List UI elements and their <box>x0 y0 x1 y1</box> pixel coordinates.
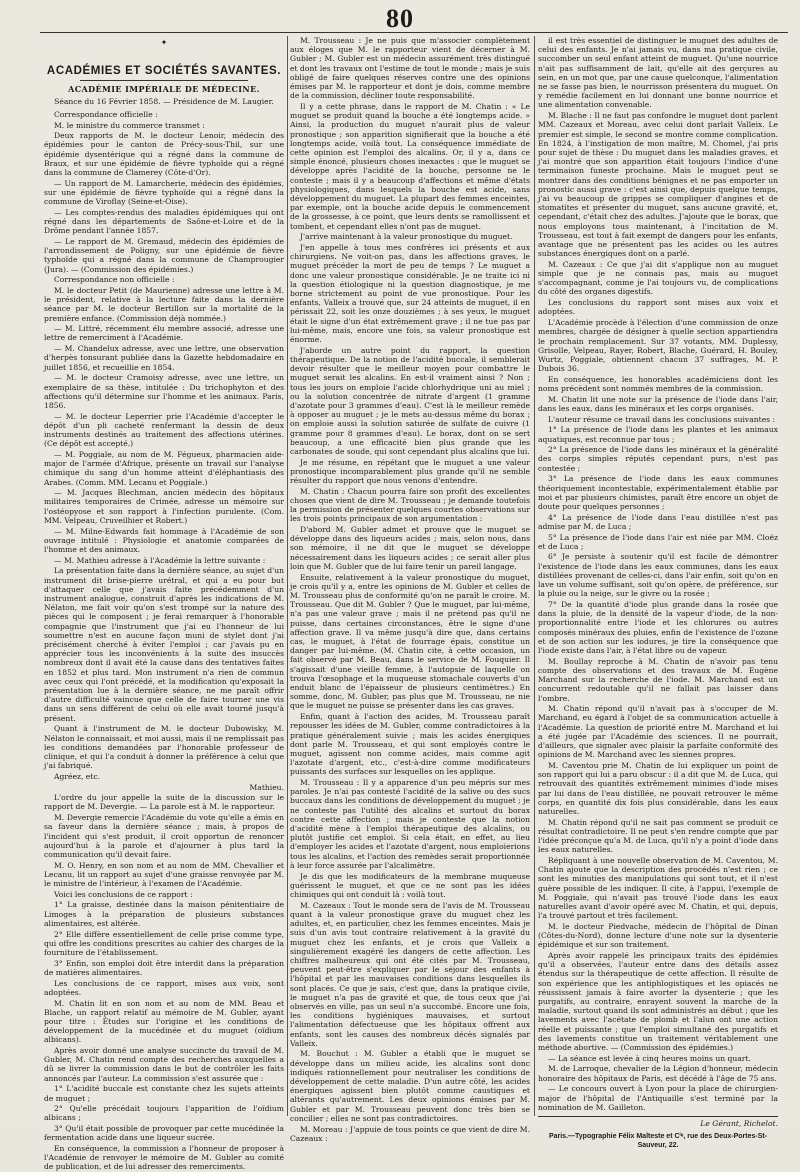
paragraph: Ensuite, relativement à la valeur pronostique du muguet, je crois qu'il y a, entre les opinions de M. Gubler et celles de M. Trousseau plus de conformité qu'on ne paraît le croire. M. Trousseau. Que dit M. Gubler ? Que le muguet, par lui-même, n'a pas une valeur grave ; mais il ne prétend pas qu'il ne puisse, dans certaines circonstances, être le signe d'une affection grave. Il va même jusqu'à dire que, dans certains cas, le muguet, à l'état de fourrage épais, constitue un danger par lui-même. (M. Chatin cite, à cette occasion, un fait observé par M. Beau, dans le service de M. Fouquier. Il s'agissait d'une vieille femme, à l'autopsie de laquelle on trouva l'œsophage et la muqueuse stomachale couverts d'un enduit blanc de l'épaisseur de plusieurs centimètres.) En somme, donc, M. Gubler, pas plus que M. Trousseau, ne nie que le muguet ne puisse se présenter dans les cas graves. <box>290 572 530 711</box>
paragraph: 2° Qu'elle précédait toujours l'apparition de l'oïdium albicans ; <box>44 1104 284 1123</box>
section-title: ACADÉMIES ET SOCIÉTÉS SAVANTES. <box>46 65 282 78</box>
gerant-line: Le Gérant, Richelot. <box>700 1118 778 1128</box>
paragraph: — Le rapport de M. Gremaud, médecin des épidémies de l'arrondissement de Poligny, sur une épidémie de fièvre typhoïde qui a régné dans la commune de Champrougier (Jura). — (Commission des épidémies.) <box>44 236 284 274</box>
column-3 <box>538 36 778 1150</box>
paragraph: il est très essentiel de distinguer le muguet des adultes de celui des enfants. Je n'ai jamais vu, dans ma pratique civile, succomber un seul enfant atteint de muguet. Qu'une nourrice n'ait pas suffisamment de lait, qu'elle ait des gerçures au sein, en un mot que, par une cause quelconque, l'alimentation ne se fasse pas bien, le nourrisson présentera du muguet. On y remédie facilement en lui donnant une bonne nourrice et une alimentation convenable. <box>538 36 778 110</box>
paragraph: M. Cazeaux : Ce que j'ai dit s'applique non au muguet simple que je ne connais pas, mais au muguet s'accompagnant, comme je l'ai toujours vu, de complications du côté des organes digestifs. <box>538 259 778 297</box>
paragraph: M. Caventou prie M. Chatin de lui expliquer un point de son rapport qui lui a paru obscur : il a dit que M. de Luca, qui retrouvait des quantités extrêmement minimes d'iode mises par lui dans de l'eau distillée, ne pouvait retrouver le même corps, en quantité dix fois plus considérable, dans les eaux naturelles. <box>538 760 778 816</box>
signature: Mathieu. <box>249 782 284 792</box>
column-1-tail <box>44 793 284 1171</box>
paragraph: L'Académie procède à l'élection d'une commission de onze membres, chargée de désigner à quelle section appartiendra le prochain remplacement. Sur 37 votants, MM. Duplessy, Grisolle, Velpeau, Rayer, Robert, Blache, Guérard, H. Bouley, Wurtz, Poggiale, obtiennent chacun 37 suffrages, M. P. Dubois 36. <box>538 318 778 374</box>
paragraph: Agréez, etc. <box>54 771 101 781</box>
paragraph: M. Moreau : J'appuie de tous points ce que vient de dire M. Cazeaux : <box>290 1124 530 1143</box>
paragraph: — M. Littré, récemment élu membre associé, adresse une lettre de remerciment à l'Académie. <box>44 324 284 343</box>
paragraph: La présentation faite dans la dernière séance, au sujet d'un instrument dit brise-pierre urétral, et qui a eu pour but d'attaquer celle que j'avais faite précédemment d'un instrument analogue, construit d'après les indications de M. Nélaton, me fait voir qu'on s'est trompé sur la nature des pièces qui le composent ; je ferai remarquer à l'honorable compagnie que l'instrument que j'ai eu l'honneur de lui soumettre n'est en aucune façon muni de stylet dont j'ai précisément cherché à éviter l'emploi ; car j'avais pu en apprécier tous les inconvénients à la suite des insuccès nombreux dont il avait été la cause dans des tentatives faites en 1852 et plus tard. Mon instrument n'a rien de commun avec ceux qui l'ont précédé, et la modification qu'exposait la présentation lue à la dernière séance, ne me paraît offrir d'autre difficulté vaincue que celle de faire tourner une vis dans un sens différent de celui où elle avait tourné jusqu'à présent. <box>44 566 284 723</box>
paragraph: — M. Jacques Blechman, ancien médecin des hôpitaux militaires temporaires de Crimée, adresse un mémoire sur l'ostéopyose et son rapport à l'infection purulente. (Com. MM. Velpeau, Cruveilhier et Robert.) <box>44 488 284 525</box>
session-line: Séance du 16 Février 1858. — Présidence de M. Laugier. <box>54 96 274 106</box>
paragraph: M. Trousseau : Je ne puis que m'associer complètement aux éloges que M. le rapporteur vient de décerner à M. Gubler ; M. Gubler est un médecin assurément très distingué et dont les travaux ont l'estime de tout le monde ; mais je suis obligé de faire quelques réserves contre une des opinions émises par M. le rapporteur et dont je dois, comme membre de la commission, décliner toute responsabilité. <box>290 36 530 101</box>
academy-title: ACADÉMIE IMPÉRIALE DE MÉDECINE. <box>68 84 260 95</box>
paragraph: M. O. Henry, en son nom et au nom de MM. Chevallier et Lecanu, lit un rapport au sujet d'une graisse renvoyée par M. le ministre de l'intérieur, à l'examen de l'Académie. <box>44 860 284 889</box>
paragraph: M. le docteur Piedvache, médecin de l'hôpital de Dinan (Côtes-du-Nord), donne lecture d'une note sur la dysenterie épidémique et sur son traitement. <box>538 921 778 950</box>
paragraph: Après avoir donné une analyse succincte du travail de M. Gubler, M. Chatin rend compte des recherches auxquelles a dû se livrer la commission dans le but de contrôler les faits annoncés par l'auteur. La commission s'est assurée que : <box>44 1046 284 1083</box>
paragraph: 2° Elle diffère essentiellement de celle prise comme type, qui offre les conditions prescrites au cahier des charges de la fourniture de l'établissement. <box>44 929 284 957</box>
paragraph: M. Chatin lit en son nom et au nom de MM. Beau et Blache, un rapport relatif au mémoire de M. Gubler, ayant pour titre : Études sur l'origine et les conditions de développement de la mucédinée et du muguet (oïdium albicans). <box>44 998 284 1045</box>
paragraph: M. Bouchut : M. Gubler a établi que le muguet se développe dans un milieu acide, les alcalins sont donc indiqués rationnellement pour neutraliser les conditions de développement de cette maladie. D'un autre côté, les acides énergiques agissent bien plutôt comme caustiques et altérants qu'autrement. Les deux opinions émises par M. Gubler et par M. Trousseau peuvent donc très bien se concilier ; elles ne sont pas contradictoires. <box>290 1049 530 1123</box>
title-rule <box>80 80 248 81</box>
paragraph: Voici les conclusions de ce rapport : <box>54 889 193 899</box>
paragraph: 1° La présence de l'iode dans les plantes et les animaux aquatiques, est reconnue par tous ; <box>538 425 778 444</box>
end-rule <box>538 1116 778 1117</box>
paragraph: 2° La présence de l'iode dans les minéraux et la généralité des corps simples réputés cependant purs, n'est pas contestée ; <box>538 445 778 473</box>
paragraph: — M. Poggiale, au nom de M. Fégueux, pharmacien aide-major de l'armée d'Afrique, présente un travail sur l'analyse chimique du sang d'un homme atteint d'éléphantiasis des Arabes. (Comm. MM. Lecanu et Poggiale.) <box>44 449 284 487</box>
paragraph: M. Chatin : Chacun pourra faire son profit des excellentes choses que vient de dire M. Trousseau ; je demande toutefois la permission de présenter quelques courtes observations sur les trois points principaux de son argumentation : <box>290 486 530 524</box>
paragraph: M. Blache : Il ne faut pas confondre le muguet dont parlent MM. Cazeaux et Moreau, avec celui dont parlait Valleix. Le premier est simple, le second se montre comme complication. En 1824, à l'instigation de mon maître, M. Chomel, j'ai pris pour sujet de thèse : Du muguet dans les maladies graves, et j'ai montré que son apparition était toujours l'indice d'une terminaison funeste prochaine. Mais le muguet peut se montrer dans des conditions bénignes et ne pas emporter un pronostic aussi grave : c'est ainsi que, depuis quelque temps, j'ai vu beaucoup de grippes se compliquer d'angines et de stomatites et présenter du muguet, sans aucune gravité, et, cependant, c'était chez des adultes. J'ajoute que le borax, que nous employons tous maintenant, à l'incitation de M. Trousseau, est tout à fait exempt de dangers pour les enfants, avantage que ne présentent pas les acides ou les autres substances énergiques dont on a parlé. <box>538 111 778 259</box>
paragraph: M. Boullay reproche à M. Chatin de n'avoir pas tenu compte des observations et des travaux de M. Eugène Marchand sur la recherche de l'iode. M. Marchand est un concurrent redoutable qu'il ne fallait pas laisser dans l'ombre. <box>538 656 778 703</box>
paragraph: — M. le docteur Leperrier prie l'Académie d'accepter le dépôt d'un pli cacheté renfermant la dessin de deux instruments destinés au traitement des affections utérines. (Ce dépôt est accepté.) <box>44 411 284 449</box>
paragraph: Je me résume, en répétant que le muguet a une valeur pronostique incomparablement plus grande qu'il ne semble résulter du rapport que nous venons d'entendre. <box>290 457 530 486</box>
paragraph: M. Devergie remercie l'Académie du vote qu'elle a émis en sa faveur dans la dernière séance ; mais, à propos de l'incident qui s'est produit, il croit opportun de renoncer aujourd'hui à la parole et d'ajourner à plus tard la communication qu'il devait faire. <box>44 813 284 859</box>
printer-line: Paris.—Typographie Félix Malteste et Cⁱᵉ, rue des Deux-Portes-St-Sauveur, 22. <box>548 1133 768 1150</box>
paragraph: J'en appelle à tous mes confrères ici présents et aux chirurgiens. Ne voit-on pas, dans les affections graves, le muguet précéder la mort de peu de temps ? Le muguet a donc une valeur pronostique considérable. Je ne traite ici ni la question étiologique ni la question diagnostique, je me borne strictement au point de vue pronostique. Pour les enfants, Valleix a trouvé que, sur 24 atteints de muguet, il en périssait 22, soit les onze douzièmes ; à ses yeux, le muguet était le signe d'un état extrêmement grave ; il ne tue pas par lui-même, mais, encore une fois, sa valeur pronostique est énorme. <box>290 242 530 344</box>
paragraph: J'arrive maintenant à la valeur pronostique du muguet. <box>300 232 513 242</box>
paragraph: 3° La présence de l'iode dans les eaux communes théoriquement incontestable, expérimentalement établie par moi et par plusieurs chimistes, paraît être encore un objet de doute pour quelques personnes ; <box>538 474 778 511</box>
paragraph: D'abord M. Gubler admet et prouve que le muguet se développe dans des liqueurs acides ; mais, selon nous, dans son mémoire, il ne dit que le muguet se développe nécessairement dans les liqueurs acides ; ce serait aller plus loin que M. Gubler que de lui faire tenir un pareil langage. <box>290 525 530 571</box>
paragraph: Je dis que les modificateurs de la membrane muqueuse guérissent le muguet, et que ce ne sont pas les idées chimiques qui ont conduit là : voilà tout. <box>290 871 530 899</box>
paragraph: — M. Milne-Edwards fait hommage à l'Académie de son ouvrage intitulé : Physiologie et anatomie comparées de l'homme et des animaux. <box>44 526 284 554</box>
paragraph: 1° La graisse, destinée dans la maison pénitentiaire de Limoges à la préparation de plusieurs substances alimentaires, est altérée. <box>44 900 284 928</box>
paragraph: 6° Je persiste à soutenir qu'il est facile de démontrer l'existence de l'iode dans les eaux communes, dans les eaux distillées provenant de celles-ci, dans l'air enfin, soit qu'on en lave un volume suffisant, soit qu'on opère, de préférence, sur la pluie ou la neige, sur le givre ou la rosée ; <box>538 552 778 599</box>
paragraph: — M. Chandelux adresse, avec une lettre, une observation d'herpès tonsurant publiée dans la Gazette hebdomadaire en juillet 1856, et recueillie en 1854. <box>44 344 284 372</box>
ornament: ✦ <box>160 38 168 47</box>
paragraph: Les conclusions du rapport sont mises aux voix et adoptées. <box>538 298 778 317</box>
paragraph: Il y a cette phrase, dans le rapport de M. Chatin : « Le muguet se produit quand la bouche a été longtemps acide. » Ainsi, la production du muguet n'aurait plus de valeur pronostique ; son apparition signifierait que la bouche a été longtemps acide, voilà tout. La conséquence immédiate de cette opinion est l'emploi des alcalins. Or, il y a, dans ce simple énoncé, plusieurs choses inexactes : que le muguet se développe après l'acidité de la bouche, personne ne le conteste ; mais il y a beaucoup d'affections et même d'états physiologiques, dans lesquels la bouche est acide, sans développement du muguet. La plupart des femmes enceintes, par exemple, ont la bouche acide depuis le commencement de la grossesse, à ce point, que leurs dents se ramollissent et tombent, et cependant elles n'ont pas de muguet. <box>290 101 530 231</box>
paragraph: M. Chatin répond qu'il ne sait pas comment se produit ce résultat contradictoire. Il ne peut s'en rendre compte que par l'idée préconçue qu'a M. de Luca, qu'il n'y a point d'iode dans les eaux naturelles. <box>538 817 778 855</box>
paragraph: M. Cazeaux : Tout le monde sera de l'avis de M. Trousseau quant à la valeur pronostique grave du muguet chez les adultes, et, en particulier, chez les femmes enceintes. Mais je suis d'un avis tout contraire relativement à la gravité du muguet chez les enfants, et je crois que Valleix a singulièrement exagéré les dangers de cette affection. Les chiffres malheureux qui ont été cités par M. Trousseau, peuvent peut-être s'expliquer par le séjour des enfants à l'hôpital et par les mauvaises conditions dans lesquelles ils sont placés. Ce que je sais, c'est que, dans la pratique civile, le muguet n'a pas de gravité et que, de tous ceux que j'ai observés en ville, pas un seul n'a succombé. Encore une fois, les conditions hygiéniques mauvaises, et surtout l'alimentation défectueuse que les hôpitaux offrent aux enfants, sont les causes des nombreux décès signalés par Valleix. <box>290 900 530 1048</box>
paragraph: Deux rapports de M. le docteur Lenoir, médecin des épidémies pour le canton de Précy-sous-Thil, sur une épidémie dysentérique qui a régné dans la commune de Braux, et sur une épidémie de fièvre typhoïde qui a régné dans la commune de Clamerey (Côte-d'Or). <box>44 131 284 178</box>
paragraph: En conséquence, la commission a l'honneur de proposer à l'Académie de renvoyer le mémoire de M. Gubler au comité de publication, et de lui adresser des remerciments. <box>44 1144 284 1172</box>
column-1-body <box>44 110 284 781</box>
paragraph: Répliquant à une nouvelle observation de M. Caventou, M. Chatin ajoute que la description des procédés n'est rien ; ce sont les minuties des manipulations qui sont tout, et il n'est guère possible de les indiquer. Il cite, à l'appui, l'exemple de M. Poggiale, qui n'avait pas trouvé l'iode dans les eaux naturelles avant d'avoir opéré avec M. Chatin, et qui, depuis, l'a trouvé partout et très facilement. <box>538 855 778 921</box>
paragraph: Après avoir rappelé les principaux traits des épidémies qu'il a observées, l'auteur entre dans des détails assez étendus sur la thérapeutique de cette affection. Il résulte de son expérience que les antiphlogistiques et les opiacés ne réussissent jamais à faire avorter la dysenterie ; que les purgatifs, au contraire, enrayent souvent la marche de la maladie, surtout quand ils sont administrés au début ; que les lavements avec l'acétate de plomb et l'alun ont une action réelle et puissante ; que l'emploi simultané des purgatifs et des lavements constitue un traitement véritablement une méthode abortive. — (Commission des épidémies.) <box>538 951 778 1053</box>
paragraph: — M. le docteur Cramoisy adresse, avec une lettre, un exemplaire de sa thèse, intitulée : Du trichophyton et des affections qu'il détermine sur l'homme et les animaux. Paris, 1856. <box>44 373 284 410</box>
paragraph: Les conclusions de ce rapport, mises aux voix, sont adoptées. <box>44 978 284 997</box>
column-divider <box>534 36 535 1116</box>
paragraph: Correspondance non officielle : <box>54 275 175 285</box>
paragraph: Quant à l'instrument de M. le docteur Dubowisky, M. Nélaton le connaissait, et moi aussi, mais il ne remplissait pas les conditions demandées par l'honorable professeur de clinique, et qui l'a conduit à donner la préférence à celui que j'ai fabriqué. <box>44 724 284 771</box>
paragraph: 3° Enfin, son emploi doit être interdit dans la préparation de matières alimentaires. <box>44 958 284 977</box>
paragraph: M. Trousseau : Il y a apparence d'un peu mépris sur mes paroles. Je n'ai pas contesté l'acidité de la salive ou des sucs buccaux dans les conditions de développement du muguet ; je ne conteste pas l'utilité des alcalins et surtout du borax contre cette affection ; mais je conteste que la notion d'acidité mène à l'emploi thérapeutique des alcalins, ou plutôt justifie cet emploi. Si cela était, en effet, au lieu d'employer les acides et l'azotate d'argent, nous emploierions tous les alcalins, et l'action des remèdes serait proportionnée à leur force assurée par l'alcalimètre. <box>290 778 530 870</box>
column-2 <box>290 36 530 1143</box>
paragraph: 3° Qu'il était possible de provoquer par cette mucédinée la fermentation acide dans une liqueur sucrée. <box>44 1124 284 1143</box>
column-divider <box>287 36 288 1116</box>
paragraph: — M. Mathieu adresse à l'Académie la lettre suivante : <box>54 555 266 565</box>
paragraph: En conséquence, les honorables académiciens dont les noms précèdent sont nommés membres de la commission. <box>538 374 778 394</box>
paragraph: — Un rapport de M. Lamarcherie, médecin des épidémies, sur une épidémie de fièvre typhoïde qui a régné dans la commune de Viroflay (Seine-et-Oise). <box>44 178 284 207</box>
column-3-body <box>538 36 778 1112</box>
header-rule <box>40 32 788 33</box>
paragraph: L'auteur résume ce travail dans les conclusions suivantes : <box>548 414 776 424</box>
paragraph: L'ordre du jour appelle la suite de la discussion sur le rapport de M. Devergie. — La parole est à M. le rapporteur. <box>44 793 284 812</box>
paragraph: M. Chatin lit une note sur la présence de l'iode dans l'air, dans les eaux, dans les minéraux et les corps organisés. <box>538 394 778 413</box>
paragraph: M. le ministre du commerce transmet : <box>54 120 205 130</box>
page-number: 80 <box>386 4 414 33</box>
column-2-body <box>290 36 530 1143</box>
paragraph: — La séance est levée à cinq heures moins un quart. <box>548 1053 751 1063</box>
paragraph: Enfin, quant à l'action des acides, M. Trousseau paraît repousser les idées de M. Gubler, comme contradictoires à la pratique généralement suivie ; mais les acides énergiques dont parle M. Trousseau, et qui sont employés contre le muguet, agissent non comme acides, mais comme agit l'azotate d'argent, etc., c'est-à-dire comme modificateurs puissants des surfaces sur lesquelles on les applique. <box>290 712 530 777</box>
paragraph: M. de Larroque, chevalier de la Légion d'honneur, médecin honoraire des hôpitaux de Paris, est décédé à l'âge de 75 ans. <box>538 1064 778 1083</box>
paragraph: J'aborde un autre point du rapport, la question thérapeutique. De la notion de l'acidité buccale, il semblerait devoir résulter que le meilleur moyen pour combattre le muguet serait les alcalins. En est-il vraiment ainsi ? Non ; tous les jours on emploie l'acide chlorhydrique uni au miel ; ou la solution concentrée de nitrate d'argent (1 gramme d'azotate pour 3 grammes d'eau). C'est là le meilleur remède à opposer au muguet ; je le mets au-dessus même du borax ; on emploie aussi la solution saturée de sulfate de cuivre (1 gramme pour 8 grammes d'eau). Le borax, dont on se sert beaucoup, a une efficacité bien plus grande que les carbonates de soude, qui sont cependant plus alcalins que lui. <box>290 345 530 456</box>
paragraph: M. le docteur Petit (de Maurienne) adresse une lettre à M. le président, relative à la lecture faite dans la dernière séance par M. le docteur Bertillon sur la mortalité de la première enfance. (Commission déjà nommée.) <box>44 285 284 323</box>
paragraph: 7° De la quantité d'iode plus grande dans la rosée que dans la pluie, de la densité de la vapeur d'iode, de la non-proportionnalité entre l'iode et les chlorures ou autres composés minéraux des pluies, enfin de l'existence de l'ozone et de son action sur les iodures, je tire la conséquence que l'iode existe dans l'air, à l'état libre ou de vapeur. <box>538 599 778 655</box>
paragraph: — Le concours ouvert à Lyon pour la place de chirurgien-major de l'hôpital de l'Antiquaille s'est terminé par la nomination de M. Gailleton. <box>538 1084 778 1112</box>
paragraph: 4° La présence de l'iode dans l'eau distillée n'est pas admise par M. de Luca ; <box>538 512 778 531</box>
paragraph: 5° La présence de l'iode dans l'air est niée par MM. Cloëz et de Luca ; <box>538 532 778 551</box>
paragraph: 1° L'acidité buccale est constante chez les sujets atteints de muguet ; <box>44 1084 284 1103</box>
column-1 <box>44 36 284 1172</box>
paragraph: — Les comptes-rendus des maladies épidémiques qui ont régné dans les départements de Saône-et-Loire et de la Drôme pendant l'année 1857. <box>44 207 284 236</box>
paragraph: M. Chatin répond qu'il n'avait pas à s'occuper de M. Marchand, eu égard à l'objet de sa communication actuelle à l'Académie. La question de priorité entre M. Marchand et lui a été jugée par l'Académie des sciences. Il ne pourrait, d'ailleurs, que signaler avec plaisir la parfaite conformité des opinions de M. Marchand avec les siennes propres. <box>538 704 778 760</box>
paragraph: Correspondance officielle : <box>54 109 158 119</box>
